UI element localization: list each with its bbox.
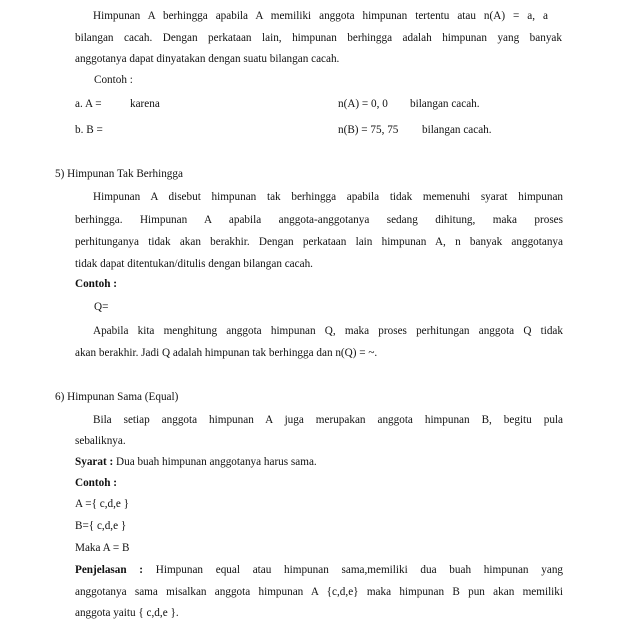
example-label: Contoh : [94, 74, 133, 86]
example-b-cardinality: n(B) = 75, 75 [338, 124, 399, 136]
section5-line2: berhingga. Himpunan A apabila anggota-anggotanya sedang dihitung, maka proses [75, 214, 563, 226]
section5-heading: 5) Himpunan Tak Berhingga [55, 168, 183, 180]
section6-example-label [75, 476, 117, 490]
section6-heading: 6) Himpunan Sama (Equal) [55, 391, 179, 403]
finite-set-paragraph-line2: bilangan cacah. Dengan perkataan lain, himpunan berhingga adalah himpunan yang banyak [75, 32, 562, 44]
section6-line3: anggotanya sama misalkan anggota himpunan A {c,d,e} maka himpunan B pun akan memiliki [75, 586, 563, 598]
set-b-definition: B={ c,d,e } [75, 520, 127, 532]
syarat-label: Syarat : [75, 456, 114, 468]
section6-line1: Bila setiap anggota himpunan A juga merupakan anggota himpunan B, begitu pula [93, 414, 563, 426]
section5-line4: tidak dapat ditentukan/ditulis dengan bilangan cacah. [75, 258, 313, 270]
example-a-karena: karena [130, 98, 160, 110]
section5-line6: akan berakhir. Jadi Q adalah himpunan tak berhingga dan n(Q) = ~. [75, 347, 378, 359]
set-a-definition: A ={ c,d,e } [75, 498, 130, 510]
section5-example-label [75, 277, 117, 291]
section5-example-label-text: Contoh : [75, 278, 117, 290]
section6-line2: sebaliknya. [75, 435, 126, 447]
example-a-cardinality: n(A) = 0, 0 [338, 98, 388, 110]
finite-set-paragraph-line3: anggotanya dapat dinyatakan dengan suatu bilangan cacah. [75, 53, 340, 65]
penjelasan-text: Himpunan equal atau himpunan sama,memiliki dua buah himpunan yang [143, 564, 564, 576]
maka-statement: Maka A = B [75, 542, 130, 554]
example-b-set: b. B = [75, 124, 103, 136]
penjelasan-label: Penjelasan : [75, 564, 144, 576]
section5-line3: perhitunganya tidak akan berakhir. Dengan perkataan lain himpunan A, n banyak anggotanya [75, 236, 563, 248]
example-b-note: bilangan cacah. [422, 124, 492, 136]
section6-example-label-text: Contoh : [75, 477, 117, 489]
section5-q-equals: Q= [94, 301, 109, 313]
example-a-note: bilangan cacah. [410, 98, 480, 110]
section6-penjelasan [75, 563, 563, 577]
syarat-text: Dua buah himpunan anggotanya harus sama. [113, 456, 317, 468]
finite-set-paragraph-line1: Himpunan A berhingga apabila A memiliki anggota himpunan tertentu atau n(A) = a, a [93, 10, 548, 22]
section5-line1: Himpunan A disebut himpunan tak berhingga apabila tidak memenuhi syarat himpunan [93, 191, 563, 203]
section6-syarat [75, 455, 317, 469]
section6-line4: anggota yaitu { c,d,e }. [75, 607, 179, 619]
example-a-set: a. A = [75, 98, 102, 110]
section5-line5: Apabila kita menghitung anggota himpunan Q, maka proses perhitungan anggota Q tidak [93, 325, 563, 337]
